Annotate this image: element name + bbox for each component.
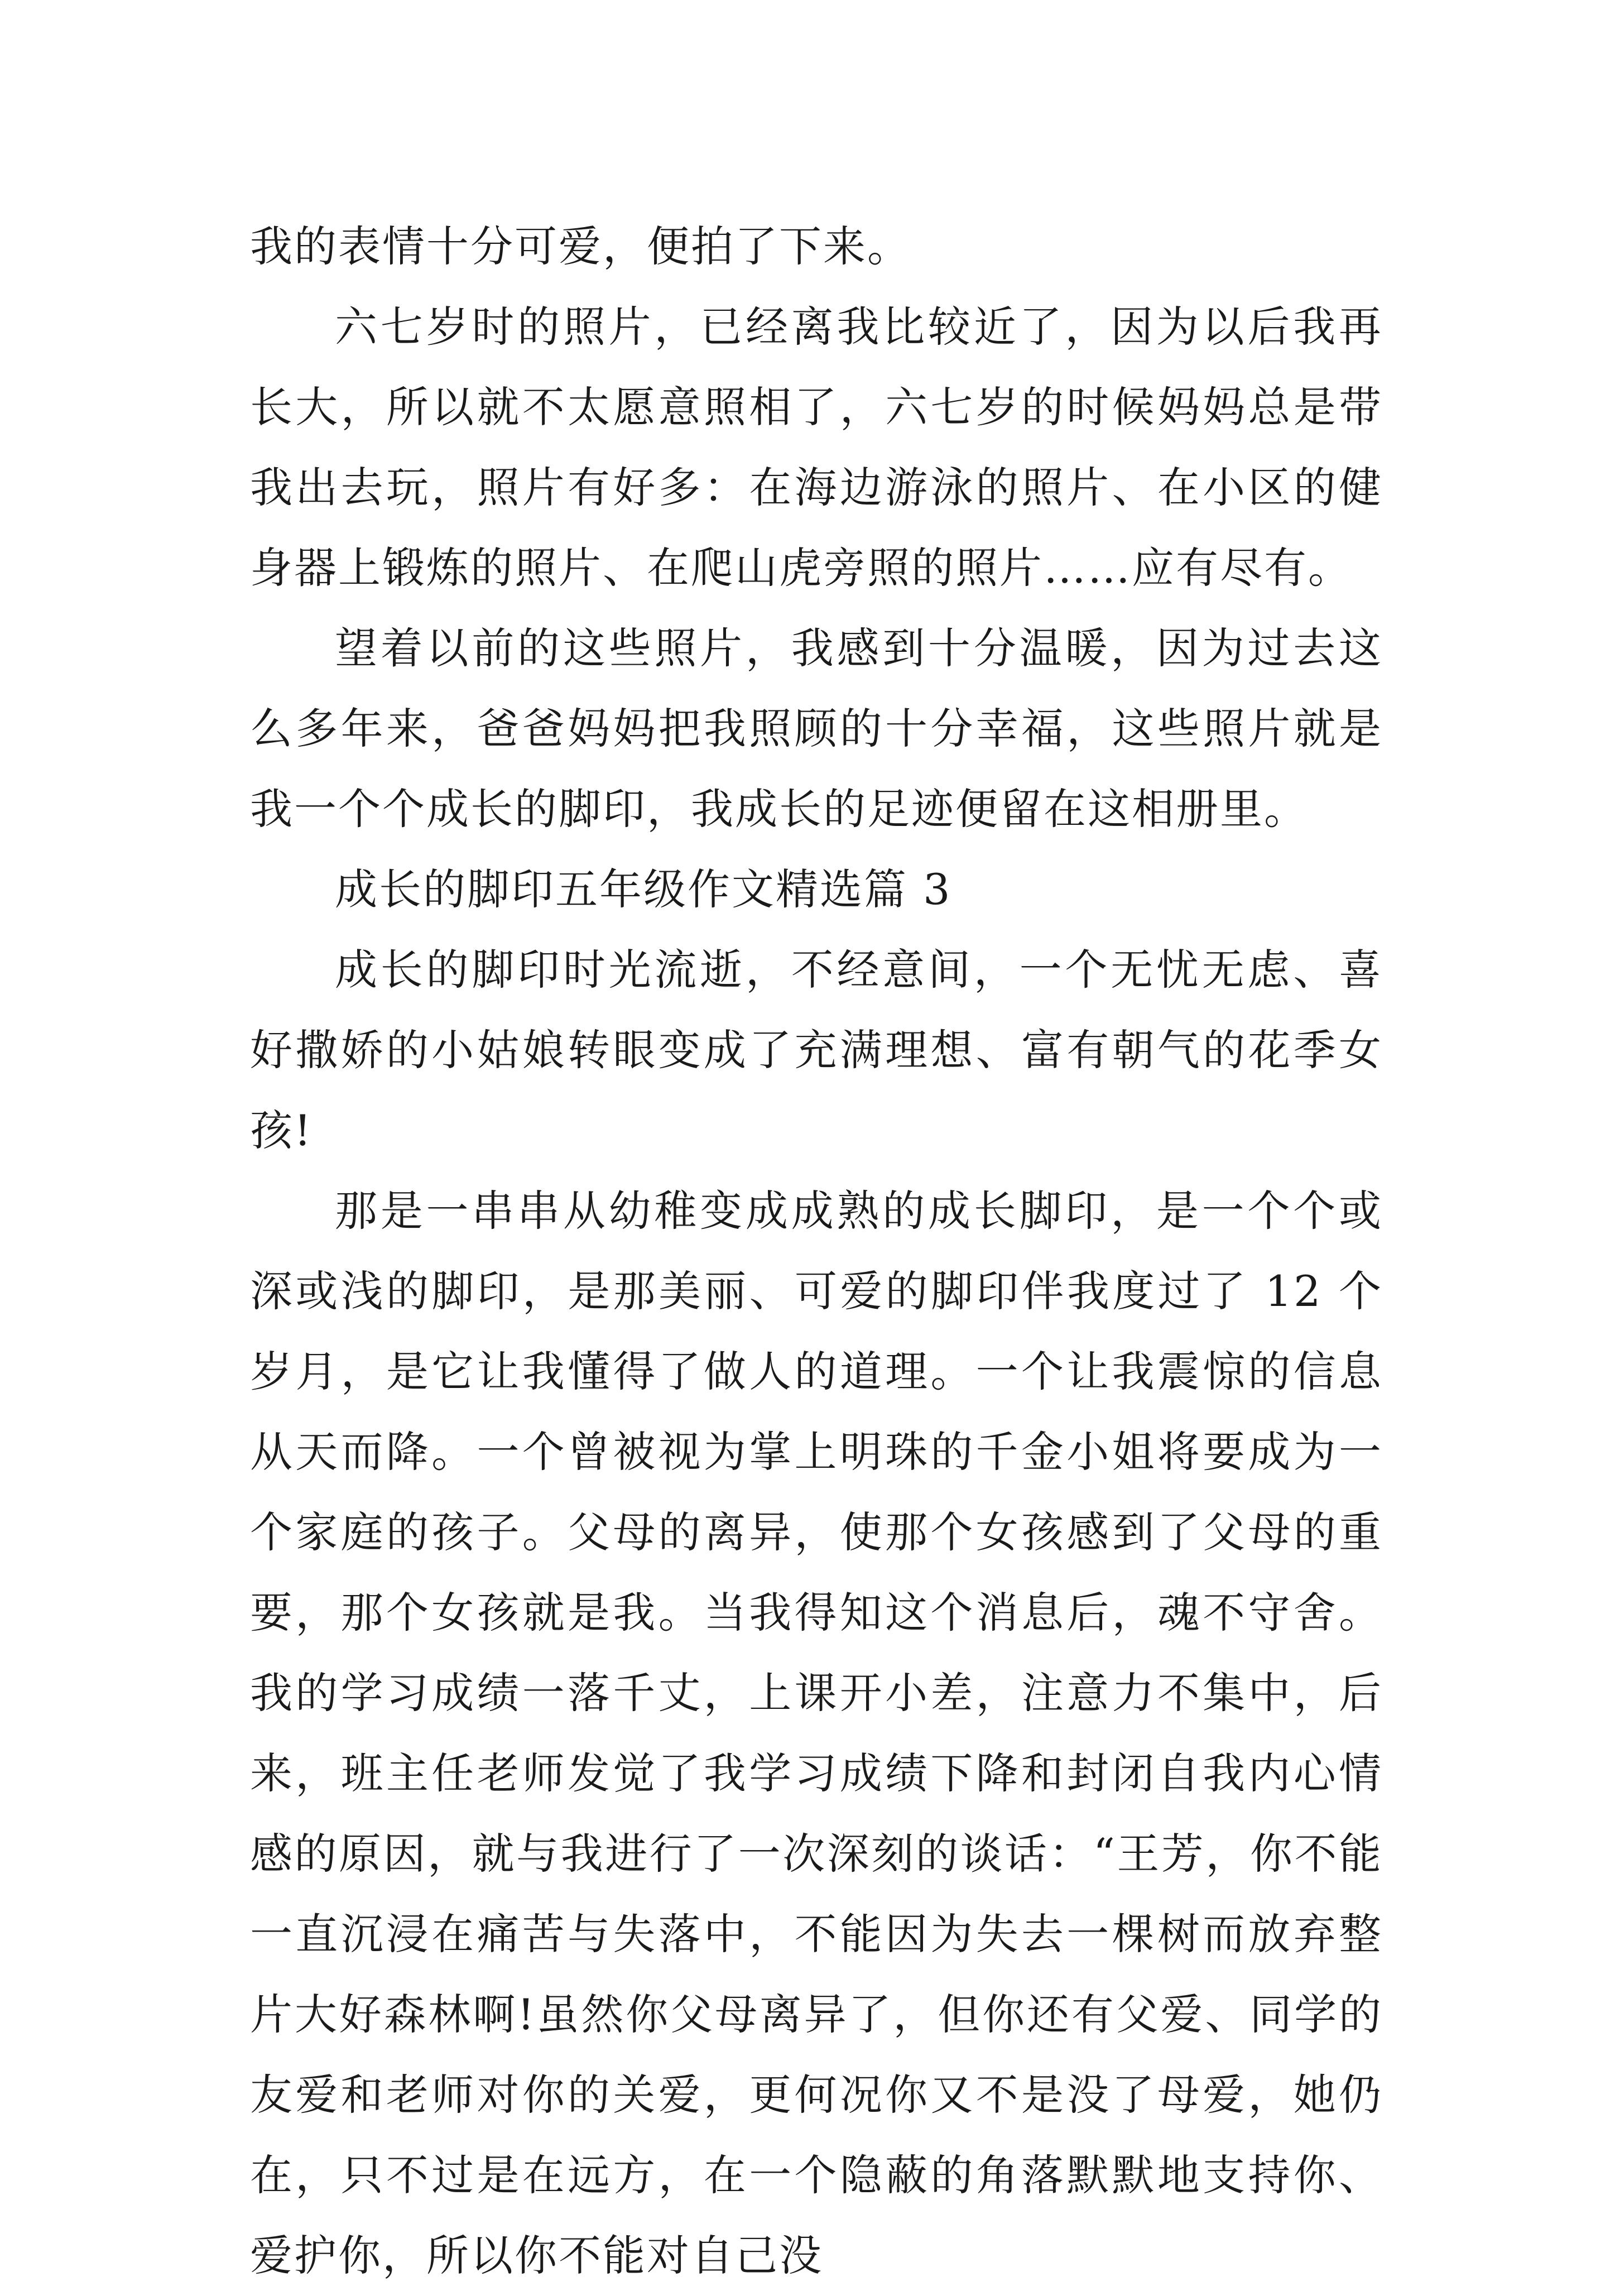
paragraph: 我的表情十分可爱，便拍了下来。 (250, 222, 911, 271)
paragraph: 那是一串串从幼稚变成成熟的成长脚印，是一个个或深或浅的脚印，是那美丽、可爱的脚印伴我度过了 12 个岁月，是它让我懂得了做人的道理。一个让我震惊的信息从天而降。一个曾被视为掌上明珠的千金小姐将要成为一个家庭的孩子。父母的离异，使那个女孩感到了父母的重要，那个女孩就是我。当我得知这个消息后，魂不守舍。我的学习成绩一落千丈，上课开小差，注意力不集中，后来，班主任老师发觉了我学习成绩下降和封闭自我内心情感的原因，就与我进行了一次深刻的谈话：“王芳，你不能一直沉浸在痛苦与失落中，不能因为失去一棵树而放弃整片大好森林啊!虽然你父母离异了，但你还有父爱、同学的友爱和老师对你的关爱，更何况你又不是没了母爱，她仍在，只不过是在远方，在一个隐蔽的角落默默地支持你、爱护你，所以你不能对自己没 (250, 1186, 1383, 2280)
section-heading: 成长的脚印五年级作文精选篇 3 (335, 864, 952, 914)
document-body (250, 206, 1383, 2296)
paragraph: 成长的脚印时光流逝，不经意间，一个无忧无虑、喜好撒娇的小姑娘转眼变成了充满理想、富有朝气的花季女孩! (250, 945, 1383, 1155)
paragraph: 望着以前的这些照片，我感到十分温暖，因为过去这么多年来，爸爸妈妈把我照顾的十分幸福，这些照片就是我一个个成长的脚印，我成长的足迹便留在这相册里。 (250, 623, 1383, 834)
paragraph: 六七岁时的照片，已经离我比较近了，因为以后我再长大，所以就不太愿意照相了，六七岁的时候妈妈总是带我出去玩，照片有好多：在海边游泳的照片、在小区的健身器上锻炼的照片、在爬山虎旁照的照片……应有尽有。 (250, 302, 1383, 593)
